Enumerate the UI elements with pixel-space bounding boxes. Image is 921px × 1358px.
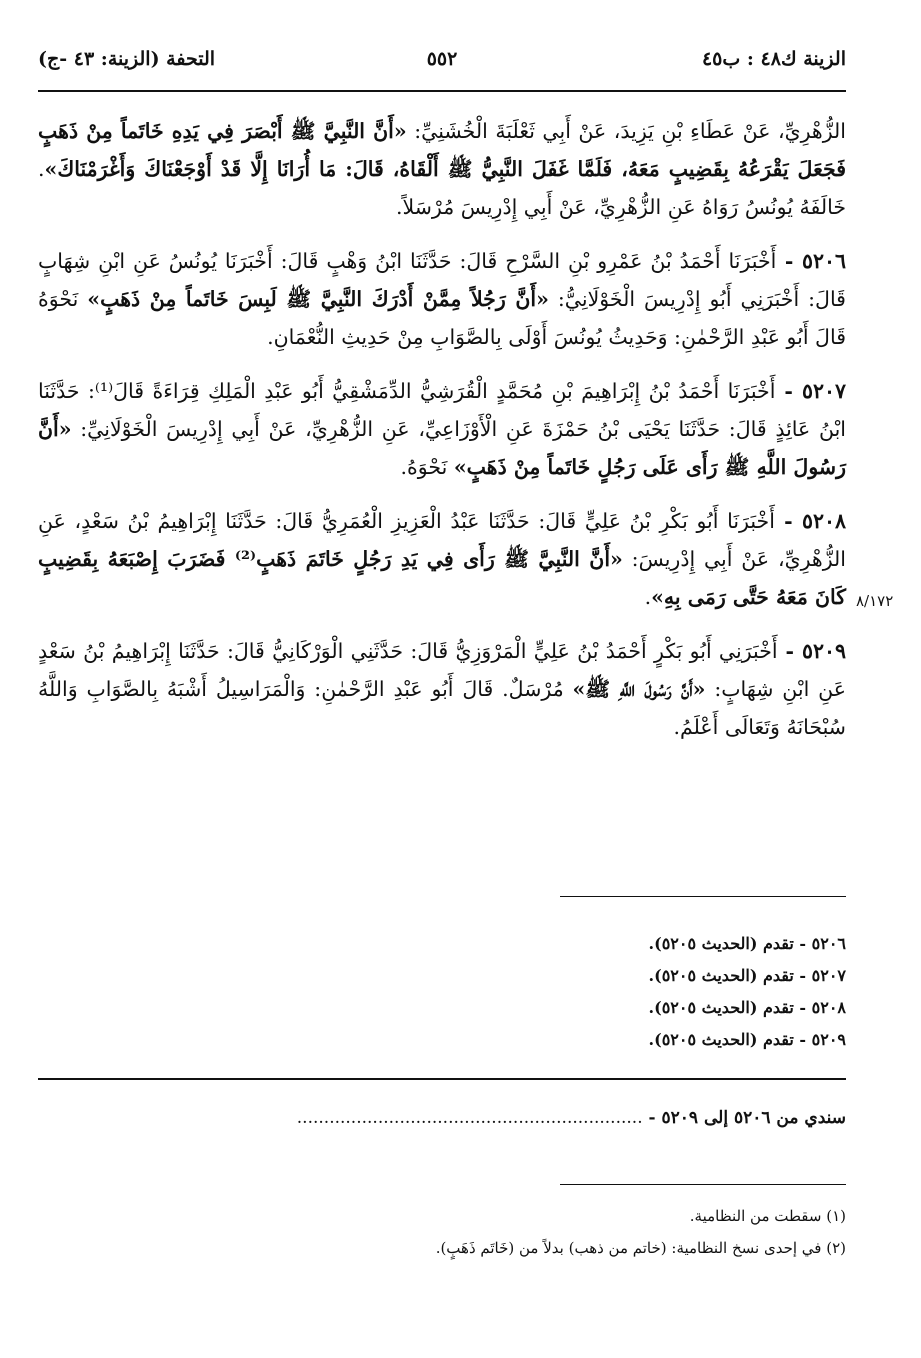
xref-item: ٥٢٠٩ - تقدم (الحديث ٥٢٠٥). <box>648 1030 846 1049</box>
isnad-text: أَخْبَرَنِي أَبُو بَكْرٍ أَحْمَدُ بْنُ عَلِيٍّ الْمَرْوَزِيُّ قَالَ: حَدَّثَنِي الْوَرْكَانِيُّ قَالَ: حَدَّثَنَا إِبْرَاهِيمُ بْنُ سَعْدٍ عَنِ ابْنِ شِهَابٍ: <box>38 639 846 701</box>
hadith-quote: «أَنَّ رَسُولَ اللَّهِ ﷺ رَأَى عَلَى رَجُلٍ خَاتَماً مِنْ ذَهَبٍ» <box>38 417 846 479</box>
hadith-number: ٥٢٠٧ - <box>775 379 846 403</box>
page-number: ٥٥٢ <box>426 48 458 70</box>
hadith-quote: «أَنَّ النَّبِيَّ ﷺ رَأَى فِي يَدِ رَجُلٍ خَاتَمَ ذَهَبٍ⁽²⁾ فَضَرَبَ إِصْبَعَهُ بِقَضِيبٍ كَانَ مَعَهُ حَتَّى رَمَى بِهِ» <box>38 547 846 609</box>
text-segment: الزُّهْرِيِّ، عَنْ عَطَاءِ بْنِ يَزِيدَ، عَنْ أَبِي ثَعْلَبَةَ الْخُشَنِيِّ: <box>406 119 846 143</box>
sanad-line <box>38 1108 846 1128</box>
margin-reference: ٨/١٧٢ <box>856 592 894 610</box>
hadith-5206 <box>38 242 846 356</box>
header-tuhfa-ref: التحفة (الزينة: ٤٣ -ج) <box>38 48 216 70</box>
hadith-5208 <box>38 502 846 616</box>
hadith-number: ٥٢٠٩ - <box>777 639 846 663</box>
cross-references <box>360 928 846 1056</box>
sanad-label: سندي من ٥٢٠٦ إلى ٥٢٠٩ - <box>648 1108 846 1128</box>
isnad-text: أَخْبَرَنَا أَحْمَدُ بْنُ إِبْرَاهِيمَ بْنِ مُحَمَّدٍ الْقُرَشِيُّ الدِّمَشْقِيُّ أَبُو عَبْدِ الْمَلِكِ قِرَاءَةً قَالَ⁽¹⁾: حَدَّثَنَا ابْنُ عَائِذٍ قَالَ: حَدَّثَنَا يَحْيَى بْنُ حَمْزَةَ عَنِ الْأَوْزَاعِيِّ، عَنِ الزُّهْرِيِّ، عَنْ أَبِي إِدْرِيسَ الْخَوْلَانِيِّ: <box>38 379 846 441</box>
paragraph-continuation <box>38 112 846 226</box>
text-segment: . خَالَفَهُ يُونُسُ رَوَاهُ عَنِ الزُّهْرِيِّ، عَنْ أَبِي إِدْرِيسَ مُرْسَلاً. <box>38 157 846 219</box>
text-segment: نَحْوَهُ. <box>400 455 454 479</box>
isnad-text: أَخْبَرَنَا أَبُو بَكْرِ بْنُ عَلِيٍّ قَالَ: حَدَّثَنَا عَبْدُ الْعَزِيزِ الْعُمَرِيُّ قَالَ: حَدَّثَنَا إِبْرَاهِيمُ بْنُ سَعْدٍ، عَنِ الزُّهْرِيِّ، عَنْ أَبِي إِدْرِيسَ: <box>38 509 846 571</box>
xref-rule <box>560 896 846 897</box>
footnote-1: (١) سقطت من النظامية. <box>689 1207 846 1225</box>
text-segment: مُرْسَلٌ. قَالَ أَبُو عَبْدِ الرَّحْمٰنِ: وَالْمَرَاسِيلُ أَشْبَهُ بِالصَّوَابِ وَاللَّهُ سُبْحَانَهُ وَتَعَالَى أَعْلَمُ. <box>38 677 846 739</box>
page-header <box>38 44 846 80</box>
header-chapter-ref: الزينة ك٤٨ : ب٤٥ <box>701 48 846 70</box>
hadith-number: ٥٢٠٦ - <box>776 249 846 273</box>
text-segment: . <box>644 585 652 609</box>
xref-item: ٥٢٠٨ - تقدم (الحديث ٥٢٠٥). <box>648 998 846 1017</box>
hadith-number: ٥٢٠٨ - <box>774 509 846 533</box>
section-rule <box>38 1078 846 1080</box>
sanad-dots: ................................................................ <box>296 1108 643 1128</box>
text-segment: نَحْوَهُ قَالَ أَبُو عَبْدِ الرَّحْمٰنِ: وَحَدِيثُ يُونُسَ أَوْلَى بِالصَّوَابِ مِنْ حَدِيثِ النُّعْمَانِ. <box>38 287 846 349</box>
footnotes <box>360 1200 846 1264</box>
hadith-5207 <box>38 372 846 486</box>
hadith-quote: «أَنَّ رَجُلاً مِمَّنْ أَدْرَكَ النَّبِيَّ ﷺ لَبِسَ خَاتَماً مِنْ ذَهَبٍ» <box>87 287 549 311</box>
header-rule <box>38 90 846 92</box>
isnad-text: أَخْبَرَنَا أَحْمَدُ بْنُ عَمْرِو بْنِ السَّرْحِ قَالَ: حَدَّثَنَا ابْنُ وَهْبٍ قَالَ: أَخْبَرَنَا يُونُسُ عَنِ ابْنِ شِهَابٍ قَالَ: أَخْبَرَنِي أَبُو إِدْرِيسَ الْخَوْلَانِيُّ: <box>38 249 846 311</box>
xref-item: ٥٢٠٦ - تقدم (الحديث ٥٢٠٥). <box>648 934 846 953</box>
xref-item: ٥٢٠٧ - تقدم (الحديث ٥٢٠٥). <box>648 966 846 985</box>
hadith-5209 <box>38 632 846 746</box>
footnote-2: (٢) في إحدى نسخ النظامية: (خاتم من ذهب) بدلاً من (خَاتَم ذَهَبٍ). <box>435 1239 846 1257</box>
hadith-quote: «أَنَّ رَسُولَ اللَّهِ ﷺ» <box>572 677 706 701</box>
hadith-text <box>38 112 846 762</box>
hadith-quote: «أَنَّ النَّبِيَّ ﷺ أَبْصَرَ فِي يَدِهِ خَاتَماً مِنْ ذَهَبٍ فَجَعَلَ يَقْرَعُهُ بِقَضِيبٍ مَعَهُ، فَلَمَّا غَفَلَ النَّبِيُّ ﷺ أَلْقَاهُ، قَالَ: مَا أُرَانَا إِلَّا قَدْ أَوْجَعْنَاكَ وَأَغْرَمْنَاكَ» <box>38 119 846 181</box>
footnote-rule <box>560 1184 846 1185</box>
